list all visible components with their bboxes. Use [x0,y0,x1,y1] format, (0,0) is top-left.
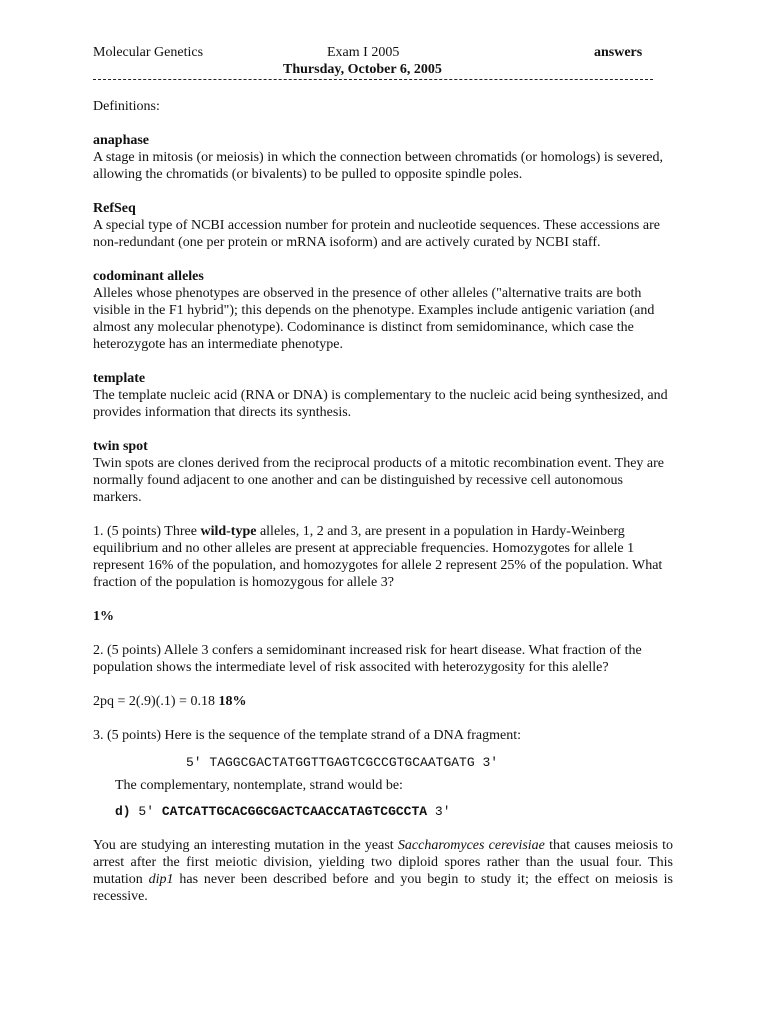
definition-text: A special type of NCBI accession number for protein and nucleotide sequences. These accessions are non-redundant (one per protein or mRNA isoform) and are actively curated by NCBI staff. [93,218,660,250]
definition-item [93,438,673,506]
species-name: Saccharomyces cerevisiae [397,838,545,853]
choice-label: d) [115,804,131,819]
definition-text: Twin spots are clones derived from the reciprocal products of a mitotic recombination event. They are normally found adjacent to one another and can be distinguished by recessive cell autonomous markers. [93,456,665,505]
exam-page [93,44,673,904]
definition-text: A stage in mitosis (or meiosis) in which the connection between chromatids (or homologs) is severed, allowing the chromatids (or bivalents) to be pulled to opposite spindle poles. [93,150,663,182]
closing-part-2: that causes meiosis to arrest after the first meiotic division, yielding two diploid spores rather than the usual four. This mutation [93,838,673,887]
definition-text: Alleles whose phenotypes are observed in the presence of other alleles ("alternative traits are both visible in the F1 hybrid"); this depends on the phenotype. Examples include antigenic variation (and almost any molecular phenotype). Codominance is distinct from semidominance, which case the heterozygote has an intermediate phenotype. [93,286,655,352]
course-title: Molecular Genetics [93,45,204,60]
answers-label: answers [594,45,643,60]
answer-sequence: CATCATTGCACGGCGACTCAACCATAGTCGCCTA [161,804,428,819]
answer-5prime: 5' [138,804,155,819]
question-2: 2. (5 points) Allele 3 confers a semidominant increased risk for heart disease. What fraction of the population shows the intermediate level of risk associted with heterozygosity for this alelle? [93,643,642,675]
exam-title: Exam I 2005 [327,45,400,60]
definition-text: The template nucleic acid (RNA or DNA) is complementary to the nucleic acid being synthesized, and provides information that directs its synthesis. [93,388,668,420]
definition-term: codominant alleles [93,269,204,284]
template-sequence: 5' TAGGCGACTATGGTTGAGTCGCCGTGCAATGATG 3' [186,755,499,770]
question-3-answer [115,803,673,820]
question-2-answer [93,693,673,710]
definition-term: RefSeq [93,201,136,216]
closing-part-3: has never been described before and you begin to study it; the effect on meiosis is recessive. [93,872,673,904]
closing-paragraph [93,837,673,905]
header-divider [93,79,653,80]
question-2-percent: 18% [218,694,247,709]
question-2-work: 2pq = 2(.9)(.1) = 0.18 [93,694,215,709]
closing-part-1: You are studying an interesting mutation in the yeast [93,838,398,853]
question-1-prefix: 1. (5 points) Three [93,524,201,539]
definition-term: twin spot [93,439,148,454]
definitions-label: Definitions: [93,99,160,114]
header [93,44,673,61]
exam-date: Thursday, October 6, 2005 [283,62,442,77]
question-1 [93,523,673,591]
question-3: 3. (5 points) Here is the sequence of the template strand of a DNA fragment: [93,728,522,743]
question-1-bold: wild-type [200,524,257,539]
question-1-suffix: alleles, 1, 2 and 3, are present in a population in Hardy-Weinberg equilibrium and no other alleles are present at appreciable frequencies. Homozygotes for allele 1 represent 16% of the population, and homozygotes for allele 2 represent 25% of the population. What fraction of the population is homozygous for allele 3? [93,524,663,590]
question-1-answer: 1% [93,609,114,624]
answer-3prime: 3' [434,804,451,819]
definition-item [93,132,673,183]
exam-content [93,98,673,905]
definition-item [93,200,673,251]
definition-item [93,268,673,353]
question-3-prompt: The complementary, nontemplate, strand would be: [115,778,403,793]
definition-item [93,370,673,421]
definition-term: anaphase [93,133,150,148]
gene-name: dip1 [148,872,174,887]
definition-term: template [93,371,146,386]
